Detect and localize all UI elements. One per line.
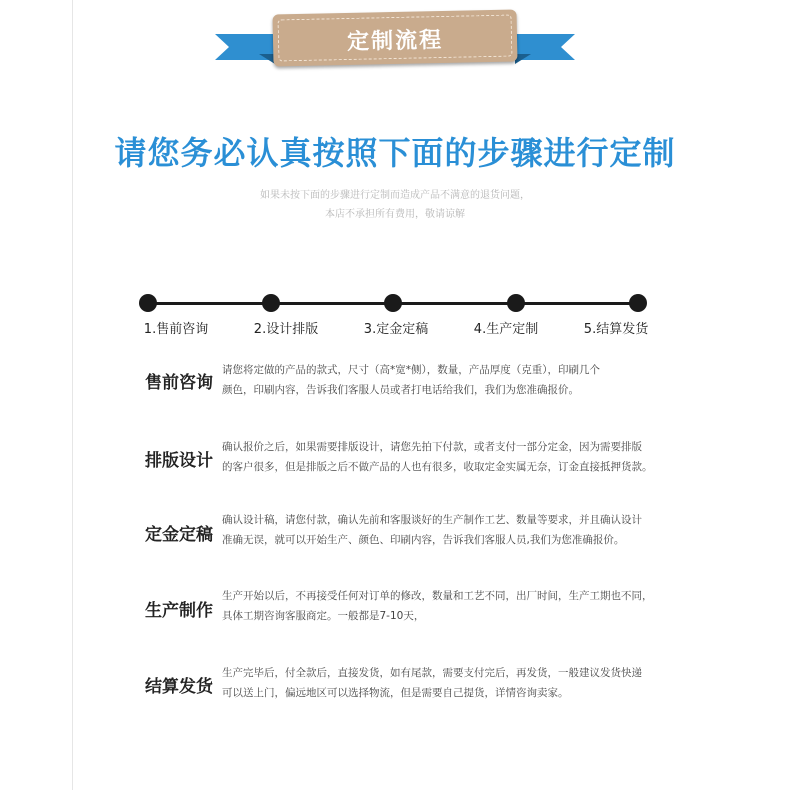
step-desc-line: 准确无误，就可以开始生产、颜色、印刷内容，告诉我们客服人员,我们为您准确报价。 (222, 534, 625, 546)
banner-title: 定制流程 (346, 27, 444, 56)
timeline-dot (262, 294, 280, 312)
step-desc-layout (222, 437, 653, 477)
timeline-dot (507, 294, 525, 312)
timeline-line (148, 302, 638, 305)
step-title-shipping: 结算发货 (145, 677, 213, 697)
step-title-layout: 排版设计 (145, 451, 213, 471)
step-desc-line: 确认设计稿，请您付款，确认先前和客服谈好的生产制作工艺、数量等要求，并且确认设计 (222, 514, 642, 526)
section-banner (215, 10, 575, 70)
timeline-dot (629, 294, 647, 312)
timeline-label-4: 4.生产定制 (473, 322, 539, 337)
step-desc-line: 可以送上门，偏远地区可以选择物流，但是需要自己提货，详情咨询卖家。 (222, 687, 569, 699)
timeline-label-3: 3.定金定稿 (363, 322, 429, 337)
timeline-label-5: 5.结算发货 (583, 322, 649, 337)
timeline-dot (139, 294, 157, 312)
step-desc-line: 生产完毕后，付全款后，直接发货，如有尾款，需要支付完后，再发货，一般建议发货快递 (222, 667, 642, 679)
step-title-deposit: 定金定稿 (145, 525, 213, 545)
step-desc-line: 具体工期咨询客服商定。一般都是7-10天， (222, 610, 425, 622)
timeline-dot (384, 294, 402, 312)
page-headline: 请您务必认真按照下面的步骤进行定制 (114, 134, 676, 172)
step-desc-line: 确认报价之后，如果需要排版设计，请您先拍下付款，或者支付一部分定金，因为需要排版 (222, 441, 642, 453)
step-desc-production (222, 586, 653, 626)
notice-line-2: 本店不承担所有费用，敬请谅解 (325, 209, 465, 220)
timeline-label-2: 2.设计排版 (253, 322, 319, 337)
step-desc-shipping (222, 663, 642, 703)
step-desc-line: 的客户很多，但是排版之后不做产品的人也有很多，收取定金实属无奈，订金直接抵押货款。 (222, 461, 653, 473)
timeline-label-1: 1.售前咨询 (143, 322, 209, 337)
step-desc-line: 请您将定做的产品的款式，尺寸（高*宽*侧），数量，产品厚度（克重），印刷几个 (222, 364, 600, 376)
step-desc-line: 生产开始以后，不再接受任何对订单的修改，数量和工艺不同，出厂时间，生产工期也不同， (222, 590, 653, 602)
banner-label-card (272, 9, 517, 66)
notice-line-1: 如果未按下面的步骤进行定制而造成产品不满意的退货问题， (260, 190, 530, 201)
step-desc-line: 颜色，印刷内容，告诉我们客服人员或者打电话给我们，我们为您准确报价。 (222, 384, 579, 396)
page-left-divider (72, 0, 73, 790)
step-desc-deposit (222, 510, 642, 550)
step-desc-presales (222, 360, 600, 400)
step-title-production: 生产制作 (145, 601, 213, 621)
step-title-presales: 售前咨询 (145, 373, 213, 393)
